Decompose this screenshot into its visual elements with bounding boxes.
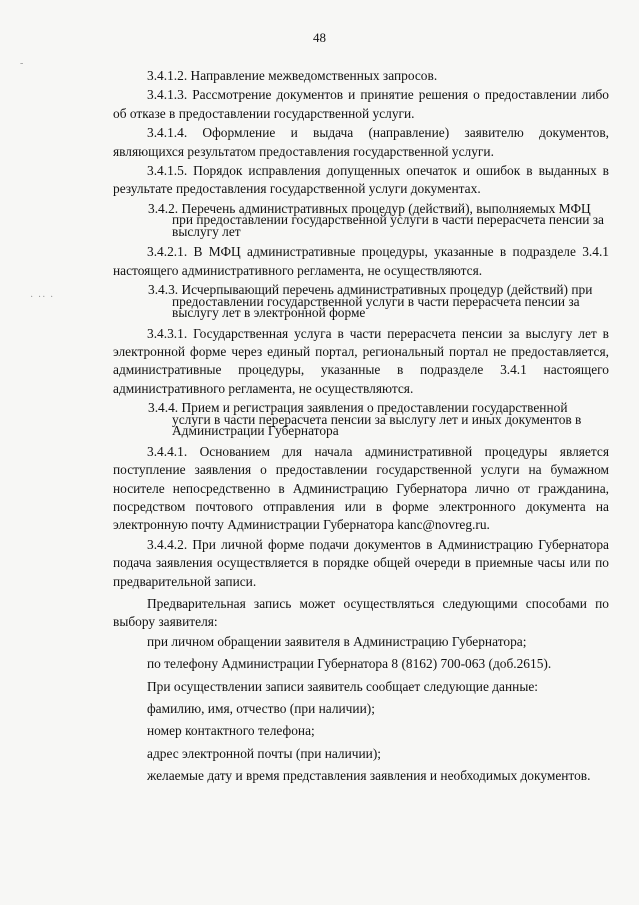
paragraph: 3.4.4.2. При личной форме подачи документов в Администрацию Губернатора подача заявления осуществляется в порядке общей очереди в приемные часы или по предварительной записи. bbox=[113, 536, 609, 589]
paragraph: 3.4.1.3. Рассмотрение документов и принятие решения о предоставлении либо об отказе в предоставлении государственной услуги. bbox=[113, 87, 609, 121]
scan-mark: - bbox=[20, 58, 25, 69]
paragraph: 3.4.1.2. Направление межведомственных запросов. bbox=[147, 68, 438, 83]
section-heading: 3.4.2. Перечень административных процедур (действий), выполняемых МФЦ при предоставлении государственной услуги в части перерасчета пенсии за выслугу лет bbox=[148, 200, 605, 239]
paragraph: 3.4.1.4. Оформление и выдача (направление) заявителю документов, являющихся результатом предоставления государственной услуги. bbox=[113, 125, 609, 159]
paragraph: желаемые дату и время представления заявления и необходимых документов. bbox=[147, 768, 591, 784]
list-item: номер контактного телефона; bbox=[147, 723, 315, 739]
paragraph: Предварительная запись может осуществляться следующими способами по выбору заявителя: bbox=[113, 596, 609, 630]
section-heading: 3.4.4. Прием и регистрация заявления о предоставлении государственной услуги в части перерасчета пенсии за выслугу лет и иных документов в Администрации Губернатора bbox=[148, 400, 582, 439]
list-item: фамилию, имя, отчество (при наличии); bbox=[147, 701, 375, 717]
list-item: адрес электронной почты (при наличии); bbox=[147, 745, 382, 761]
document-body bbox=[113, 67, 609, 787]
page-number: 48 bbox=[313, 30, 326, 45]
scan-mark: · ·· · bbox=[30, 292, 55, 303]
list-item: При осуществлении записи заявитель сообщает следующие данные: bbox=[147, 678, 538, 694]
list-item: по телефону Администрации Губернатора 8 (8162) 700-063 (доб.2615). bbox=[147, 656, 552, 672]
paragraph: 3.4.4.1. Основанием для начала административной процедуры является поступление заявления о предоставлении государственной услуги на бумажном носителе непосредственно в Администрацию Губернатора лично от гражданина, посредством почтового отправления или в форме электронного документа на электронную почту Администрации Губернатора kanc@novreg.ru. bbox=[113, 443, 609, 533]
paragraph: 3.4.3.1. Государственная услуга в части перерасчета пенсии за выслугу лет в электронной форме через единый портал, региональный портал не предоставляется, административные процедуры, указанные в подразделе 3.4.1 настоящего административного регламента, не осуществляются. bbox=[113, 325, 609, 396]
paragraph: 3.4.2.1. В МФЦ административные процедуры, указанные в подразделе 3.4.1 настоящего административного регламента, не осуществляются. bbox=[113, 244, 609, 278]
list-item: при личном обращении заявителя в Администрацию Губернатора; bbox=[147, 633, 527, 649]
paragraph: 3.4.1.5. Порядок исправления допущенных опечаток и ошибок в выданных в результате предоставления государственной услуги документах. bbox=[113, 163, 609, 197]
section-heading: 3.4.3. Исчерпывающий перечень административных процедур (действий) при предоставлении государственной услуги в части перерасчета пенсии за выслугу лет в электронной форме bbox=[148, 282, 593, 321]
